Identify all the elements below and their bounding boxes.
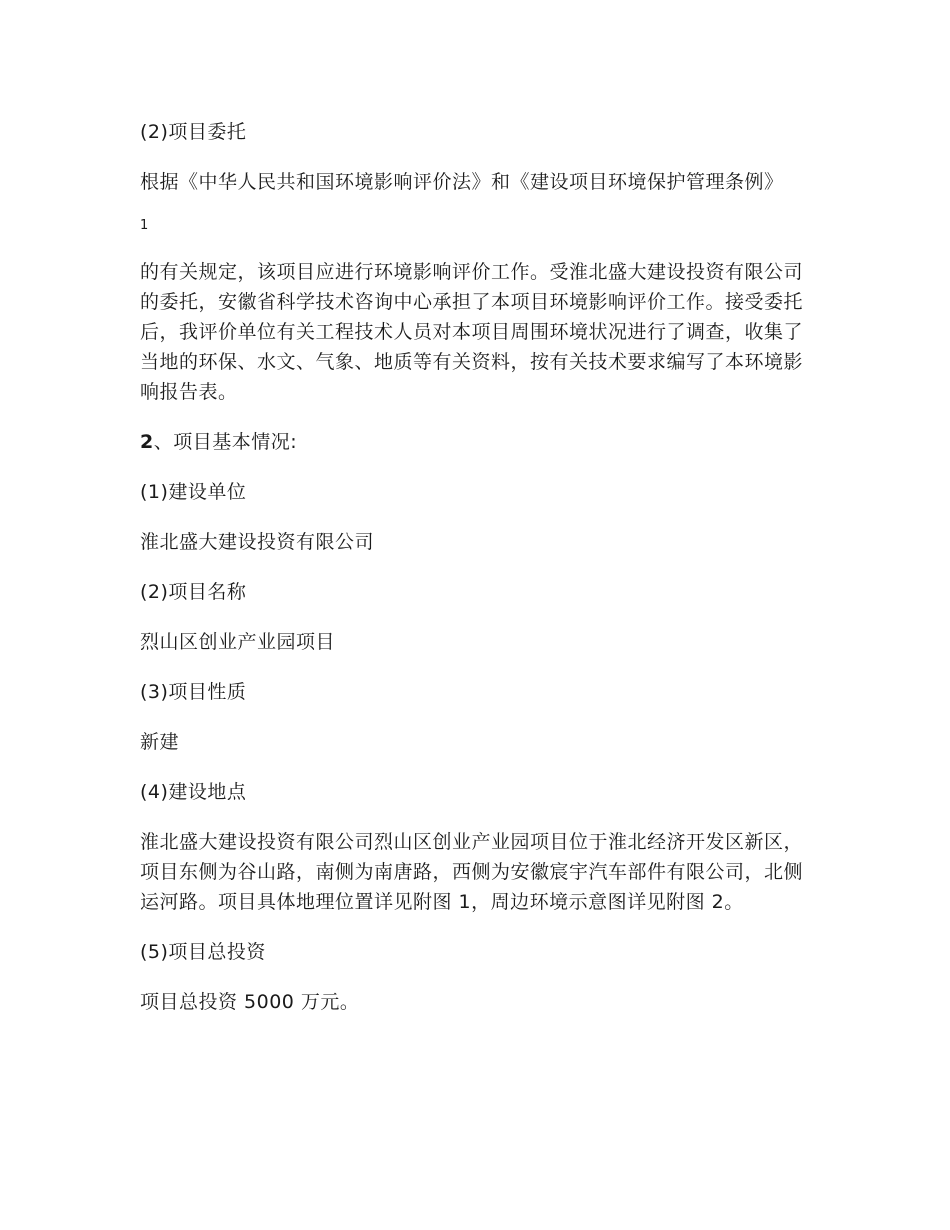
document-body <box>140 117 815 1037</box>
value-total-investment: 项目总投资 5000 万元。 <box>140 991 360 1013</box>
paragraph-evaluation-commission: 的有关规定，该项目应进行环境影响评价工作。受淮北盛大建设投资有限公司的委托，安徽省科学技术咨询中心承担了本项目环境影响评价工作。接受委托后，我评价单位有关工程技术人员对本项目周围环境状况进行了调查，收集了当地的环保、水文、气象、地质等有关资料，按有关技术要求编写了本环境影响报告表。 <box>140 261 804 403</box>
section-title: 、项目基本情况: <box>153 431 298 453</box>
paragraph-legal-basis: 根据《中华人民共和国环境影响评价法》和《建设项目环境保护管理条例》 <box>140 171 784 193</box>
value-project-name: 烈山区创业产业园项目 <box>140 631 336 653</box>
section-number: 2 <box>140 431 154 453</box>
label-project-nature: (3)项目性质 <box>140 681 247 703</box>
label-total-investment: (5)项目总投资 <box>140 941 266 963</box>
label-project-name: (2)项目名称 <box>140 581 247 603</box>
value-construction-unit: 淮北盛大建设投资有限公司 <box>140 531 375 553</box>
section-heading-basic-info <box>140 427 815 457</box>
value-project-nature: 新建 <box>140 731 180 753</box>
label-construction-unit: (1)建设单位 <box>140 481 247 503</box>
label-construction-location: (4)建设地点 <box>140 781 247 803</box>
subsection-heading-project-commission: (2)项目委托 <box>140 121 247 143</box>
value-construction-location: 淮北盛大建设投资有限公司烈山区创业产业园项目位于淮北经济开发区新区，项目东侧为谷山路，南侧为南唐路，西侧为安徽宸宇汽车部件有限公司，北侧运河路。项目具体地理位置详见附图 1，周边环境示意图详见附图 2。 <box>140 831 804 913</box>
page-number: 1 <box>140 218 149 233</box>
